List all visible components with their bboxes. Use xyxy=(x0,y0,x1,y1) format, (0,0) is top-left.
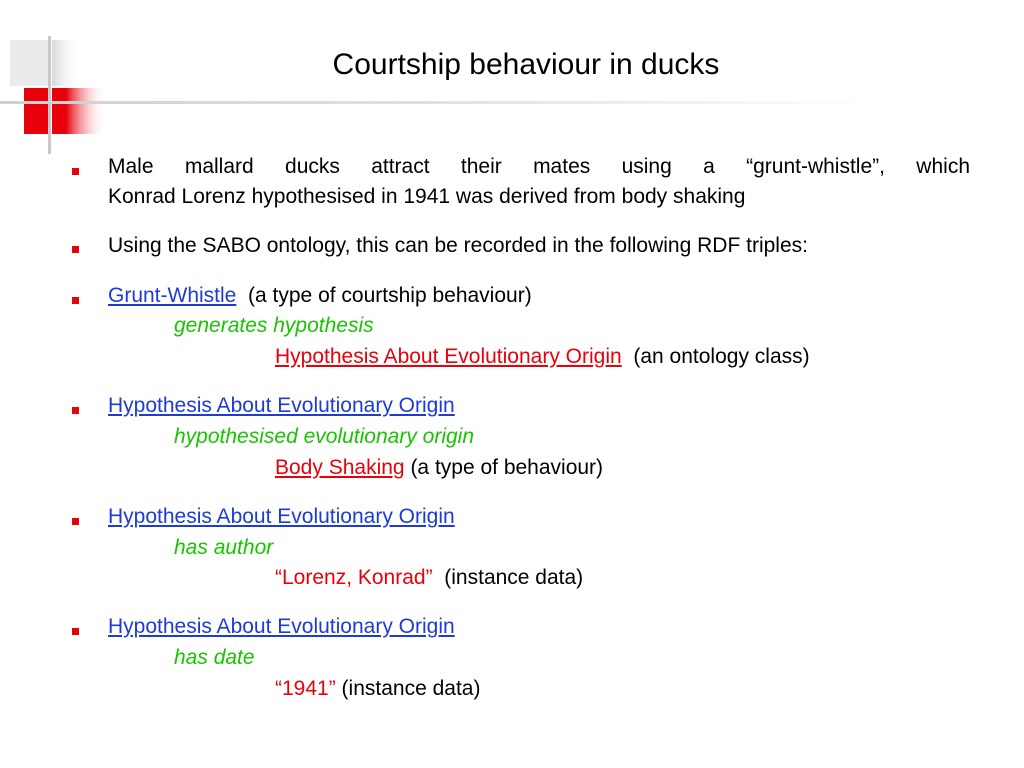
triple-2-subject-link[interactable]: Hypothesis About Evolutionary Origin xyxy=(108,394,455,417)
bullet-1-line-2: Konrad Lorenz hypothesised in 1941 was derived from body shaking xyxy=(108,185,746,208)
slide-title: Courtship behaviour in ducks xyxy=(332,48,720,81)
bullet-marker xyxy=(72,297,79,304)
bullet-marker xyxy=(72,628,79,635)
triple-1-object-link[interactable]: Hypothesis About Evolutionary Origin xyxy=(275,345,622,368)
triple-3-object-note: (instance data) xyxy=(444,566,584,589)
bullet-marker xyxy=(72,518,79,525)
triple-3-object-line xyxy=(275,563,583,593)
triple-1-object-line xyxy=(275,342,810,372)
triple-3-object-value: “Lorenz, Konrad” xyxy=(275,566,433,589)
triple-3-subject-line xyxy=(108,502,455,532)
bullet-2-text: Using the SABO ontology, this can be recorded in the following RDF triples: xyxy=(108,234,808,257)
triple-4-object-line xyxy=(275,674,480,704)
triple-2-predicate: hypothesised evolutionary origin xyxy=(174,425,475,448)
bullet-marker xyxy=(72,168,79,175)
triple-2-subject-line xyxy=(108,391,455,421)
triple-4-subject-line xyxy=(108,612,455,642)
triple-1-subject-link[interactable]: Grunt-Whistle xyxy=(108,284,237,307)
triple-1-object-note: (an ontology class) xyxy=(633,345,810,368)
bullet-1-line-1: Male mallard ducks attract their mates using a “grunt-whistle”, which xyxy=(108,155,970,178)
triple-4-object-note: (instance data) xyxy=(341,677,481,700)
triple-1-predicate: generates hypothesis xyxy=(174,314,374,337)
triple-4-object-value: “1941” xyxy=(275,677,336,700)
triple-4-subject-link[interactable]: Hypothesis About Evolutionary Origin xyxy=(108,615,455,638)
triple-2-object-line xyxy=(275,453,603,483)
triple-2-object-note: (a type of behaviour) xyxy=(410,456,604,479)
triple-3-predicate: has author xyxy=(174,536,274,559)
triple-4-predicate: has date xyxy=(174,646,255,669)
triple-1-subject-note: (a type of courtship behaviour) xyxy=(248,284,532,307)
bullet-marker xyxy=(72,407,79,414)
triple-1-subject-line xyxy=(108,281,532,311)
triple-2-object-link[interactable]: Body Shaking xyxy=(275,456,405,479)
triple-3-subject-link[interactable]: Hypothesis About Evolutionary Origin xyxy=(108,505,455,528)
bullet-marker xyxy=(72,246,79,253)
